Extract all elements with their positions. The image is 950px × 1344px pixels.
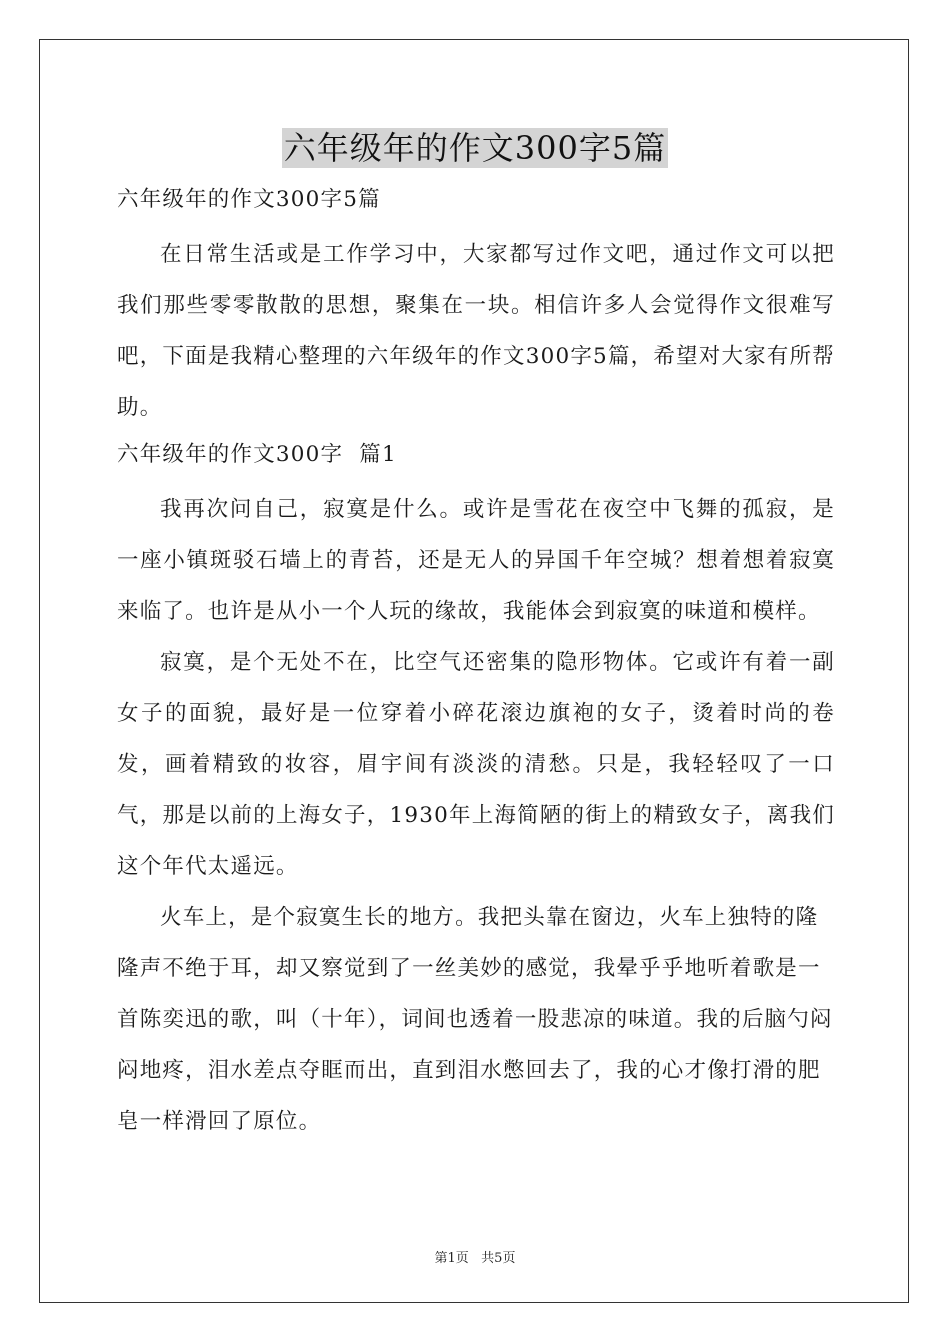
page-footer <box>0 1247 950 1266</box>
document-subtitle: 六年级年的作文300字5篇 <box>117 187 381 212</box>
body-paragraph-2: 寂寞，是个无处不在，比空气还密集的隐形物体。它或许有着一副女子的面貌，最好是一位穿着小碎花滚边旗袍的女子，烫着时尚的卷发，画着精致的妆容，眉宇间有淡淡的清愁。只是，我轻轻叹了一口气，那是以前的上海女子，1930年上海简陋的街上的精致女子，离我们这个年代太遥远。 <box>117 650 835 879</box>
document-title: 六年级年的作文300字5篇 <box>283 129 667 167</box>
title-container <box>0 128 950 168</box>
body-paragraph-3: 火车上，是个寂寞生长的地方。我把头靠在窗边，火车上独特的隆隆声不绝于耳，却又察觉到了一丝美妙的感觉，我晕乎乎地听着歌是一首陈奕迅的歌，叫（十年），词间也透着一股悲凉的味道。我的后脑勺闷闷地疼，泪水差点夺眶而出，直到泪水憋回去了，我的心才像打滑的肥皂一样滑回了原位。 <box>117 905 833 1134</box>
page-number: 第1页 共5页 <box>434 1251 516 1266</box>
intro-paragraph: 在日常生活或是工作学习中，大家都写过作文吧，通过作文可以把我们那些零零散散的思想，聚集在一块。相信许多人会觉得作文很难写吧，下面是我精心整理的六年级年的作文300字5篇，希望对大家有所帮助。 <box>117 242 835 420</box>
document-body <box>117 178 835 1147</box>
section-heading: 六年级年的作文300字 篇1 <box>117 442 397 467</box>
body-paragraph-1: 我再次问自己，寂寞是什么。或许是雪花在夜空中飞舞的孤寂，是一座小镇斑驳石墙上的青苔，还是无人的异国千年空城？想着想着寂寞来临了。也许是从小一个人玩的缘故，我能体会到寂寞的味道和模样。 <box>117 497 835 624</box>
